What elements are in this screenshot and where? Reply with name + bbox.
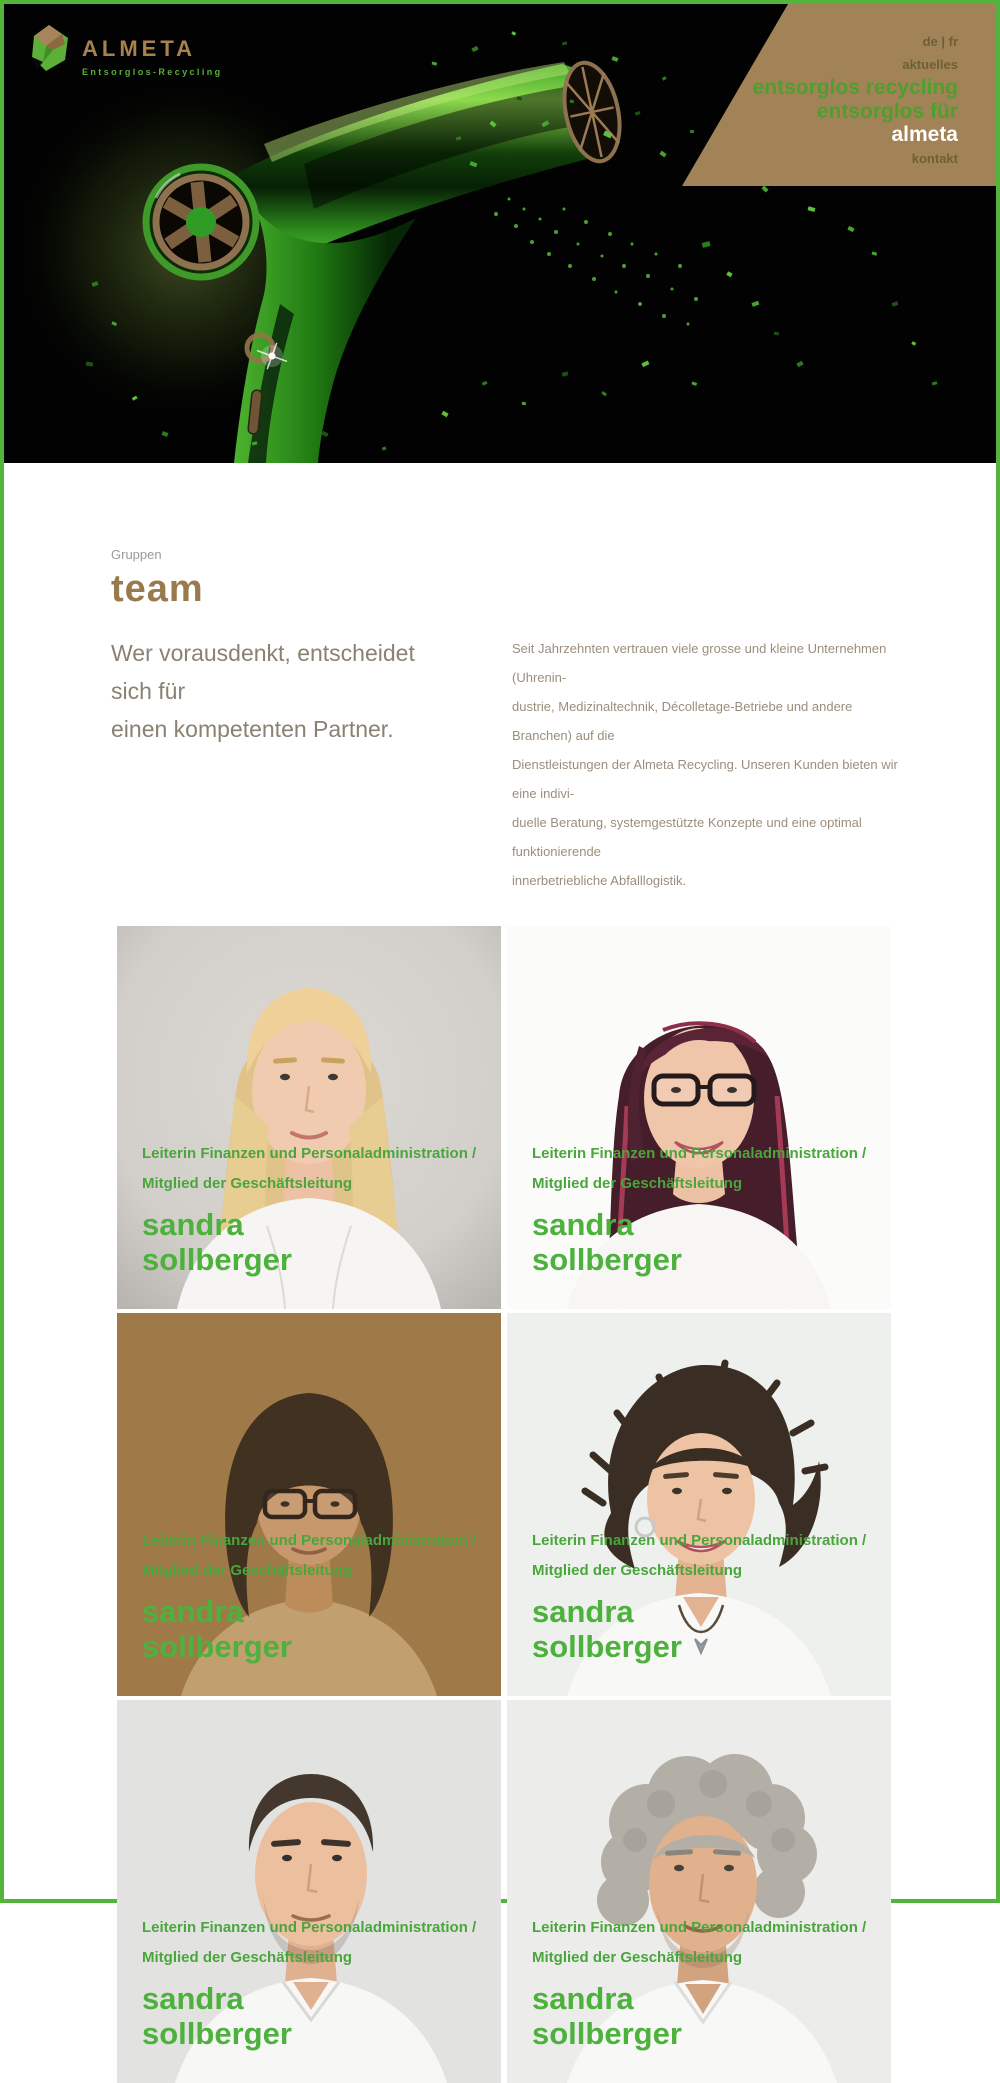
- member-first-name: sandra: [532, 1594, 634, 1629]
- member-role-line2: Mitglied der Geschäftsleitung: [532, 1949, 743, 1966]
- member-last-name: sollberger: [142, 2016, 292, 2051]
- member-last-name: sollberger: [142, 1242, 292, 1277]
- member-role-line1: Leiterin Finanzen und Personaladministration /: [532, 1532, 867, 1549]
- team-member-card: [117, 926, 501, 1309]
- team-grid: [117, 926, 891, 2083]
- member-first-name: sandra: [532, 1207, 634, 1242]
- logo-text-block: [82, 24, 223, 77]
- logo-tagline: Entsorglos-Recycling: [82, 67, 223, 77]
- member-role-line1: Leiterin Finanzen und Personaladministration /: [532, 1145, 867, 1162]
- page-title: team: [111, 568, 204, 610]
- member-role-line1: Leiterin Finanzen und Personaladministration /: [142, 1532, 477, 1549]
- member-first-name: sandra: [532, 1981, 634, 2016]
- member-role-line2: Mitglied der Geschäftsleitung: [142, 1562, 353, 1579]
- member-role-line1: Leiterin Finanzen und Personaladministration /: [532, 1919, 867, 1936]
- member-role-line1: Leiterin Finanzen und Personaladministration /: [142, 1919, 477, 1936]
- member-role-line1: Leiterin Finanzen und Personaladministration /: [142, 1145, 477, 1162]
- member-last-name: sollberger: [142, 1629, 292, 1664]
- nav-item-kontakt[interactable]: kontakt: [911, 150, 958, 166]
- member-first-name: sandra: [142, 1594, 244, 1629]
- team-section: [4, 463, 996, 2083]
- paragraph-line: innerbetriebliche Abfalllogistik.: [512, 873, 687, 888]
- section-eyebrow: Gruppen: [111, 547, 162, 562]
- lead-line: einen kompetenten Partner.: [111, 716, 394, 742]
- member-last-name: sollberger: [532, 1242, 682, 1277]
- hero-header: [4, 4, 996, 463]
- paragraph-line: Seit Jahrzehnten vertrauen viele grosse und kleine Unternehmen (Uhrenin-: [512, 641, 887, 685]
- team-member-card: [117, 1313, 501, 1696]
- member-first-name: sandra: [142, 1981, 244, 2016]
- nav-item-entsorglos-recycling[interactable]: entsorglos recycling: [752, 76, 958, 99]
- team-member-card: [117, 1700, 501, 2083]
- nav-item-almeta-active[interactable]: almeta: [891, 123, 958, 146]
- main-navigation: [753, 30, 958, 170]
- almeta-logo-icon: [29, 24, 69, 72]
- paragraph-line: duelle Beratung, systemgestützte Konzepte und eine optimal funktionierende: [512, 815, 862, 859]
- member-role-line2: Mitglied der Geschäftsleitung: [532, 1562, 743, 1579]
- paragraph-line: Dienstleistungen der Almeta Recycling. Unseren Kunden bieten wir eine indivi-: [512, 757, 898, 801]
- team-member-card: [507, 926, 891, 1309]
- nav-item-aktuelles[interactable]: aktuelles: [902, 57, 958, 72]
- member-role-line2: Mitglied der Geschäftsleitung: [142, 1949, 353, 1966]
- almeta-logo[interactable]: [29, 24, 223, 77]
- paragraph-line: dustrie, Medizinaltechnik, Décolletage-Betriebe und andere Branchen) auf die: [512, 699, 853, 743]
- team-member-card: [507, 1700, 891, 2083]
- nav-language-switch[interactable]: de | fr: [922, 34, 958, 49]
- member-last-name: sollberger: [532, 1629, 682, 1664]
- member-first-name: sandra: [142, 1207, 244, 1242]
- member-role-line2: Mitglied der Geschäftsleitung: [532, 1175, 743, 1192]
- lead-text: [111, 634, 441, 895]
- team-member-card: [507, 1313, 891, 1696]
- intro-columns: [111, 634, 996, 895]
- lead-line: Wer vorausdenkt, entscheidet sich für: [111, 640, 415, 704]
- member-role-line2: Mitglied der Geschäftsleitung: [142, 1175, 353, 1192]
- logo-wordmark: ALMETA: [82, 36, 197, 61]
- nav-item-entsorglos-fuer[interactable]: entsorglos für: [816, 99, 958, 123]
- member-last-name: sollberger: [532, 2016, 682, 2051]
- intro-paragraph: [512, 634, 912, 895]
